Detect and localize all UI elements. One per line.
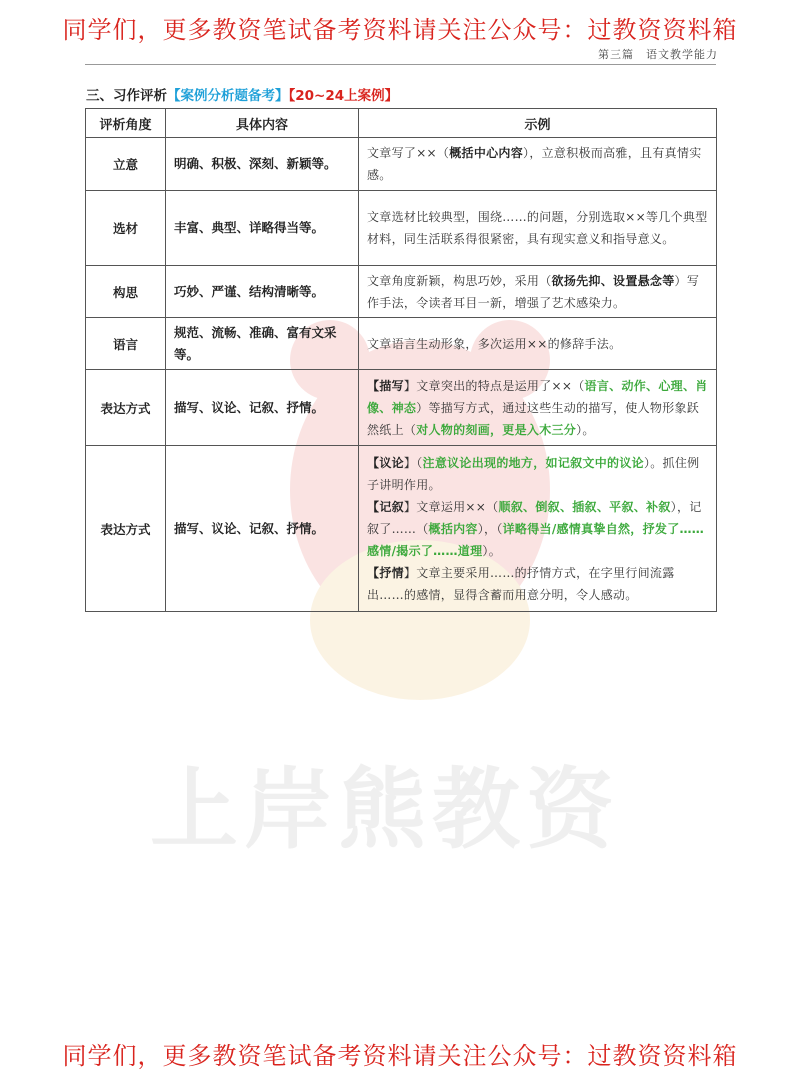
example-text: 】文章主要采用……的抒情方式，在字里行间流露出……的感情，显得含蓄而用意分明，令人感动。 <box>367 565 675 602</box>
content-cell: 巧妙、严谨、结构清晰等。 <box>166 266 359 318</box>
example-cell <box>359 446 717 612</box>
example-text: 文章写了××（ <box>367 146 450 160</box>
angle-cell: 立意 <box>86 138 166 191</box>
table-header-row <box>86 109 717 138</box>
angle-cell: 构思 <box>86 266 166 318</box>
bracket: 【 <box>367 565 380 580</box>
example-text: 】（ <box>403 455 423 470</box>
brand-watermark-text: 上岸熊教资 <box>150 758 621 861</box>
example-text: ），记叙了……（ <box>367 499 702 536</box>
table-row <box>86 266 717 318</box>
example-text: ）写作手法，令读者耳目一新，增强了艺术感染力。 <box>367 273 700 310</box>
running-head: 第三篇 语文教学能力 <box>598 48 718 61</box>
example-text: ）等描写方式，通过这些生动的描写，使人物形象跃然纸上（ <box>367 400 700 437</box>
angle-cell: 选材 <box>86 191 166 266</box>
example-highlight: 顺叙、倒叙、插叙、平叙、补叙 <box>498 499 671 514</box>
example-emphasis: 欲扬先抑、设置悬念等 <box>551 273 675 288</box>
section-title <box>86 84 398 104</box>
bottom-promo-banner: 同学们，更多教资笔试备考资料请关注公众号：过教资资料箱 <box>62 1042 738 1070</box>
example-label: 议论 <box>379 455 404 470</box>
example-paragraph-shuqing <box>367 562 708 606</box>
angle-cell: 表达方式 <box>86 446 166 612</box>
content-cell: 丰富、典型、详略得当等。 <box>166 191 359 266</box>
section-tag-case-analysis: 【案例分析题备考】 <box>167 88 289 104</box>
example-highlight: 注意议论出现的地方，如记叙文中的议论 <box>422 455 644 470</box>
table-row <box>86 370 717 446</box>
example-paragraph-yilun <box>367 452 708 496</box>
example-paragraph-jixu <box>367 496 708 562</box>
example-text: 文章语言生动形象，多次运用××的修辞手法。 <box>367 336 622 351</box>
example-label: 描写 <box>379 378 404 393</box>
header-content: 具体内容 <box>166 109 359 138</box>
example-text: 文章选材比较典型，围绕……的问题，分别选取××等几个典型材料，同生活联系得很紧密，具有现实意义和指导意义。 <box>367 210 708 246</box>
table-row <box>86 191 717 266</box>
example-cell <box>359 266 717 318</box>
example-label: 记叙 <box>379 499 404 514</box>
example-text: ）。抓住例子讲明作用。 <box>367 455 700 492</box>
example-emphasis: 概括中心内容 <box>449 146 524 160</box>
header-angle: 评析角度 <box>86 109 166 138</box>
content-cell: 明确、积极、深刻、新颖等。 <box>166 138 359 191</box>
example-text: 文章角度新颖，构思巧妙，采用（ <box>367 273 552 288</box>
header-divider <box>85 64 716 65</box>
top-promo-banner: 同学们，更多教资笔试备考资料请关注公众号：过教资资料箱 <box>62 16 738 44</box>
section-tag-years: 【20~24上案例】 <box>288 88 399 104</box>
table-row <box>86 318 717 370</box>
angle-cell: 表达方式 <box>86 370 166 446</box>
example-text: ），（ <box>477 521 503 536</box>
example-label: 抒情 <box>379 565 404 580</box>
section-title-text: 三、习作评析 <box>86 88 167 104</box>
example-text: ），立意积极而高雅，且有真情实感。 <box>367 146 702 182</box>
example-cell <box>359 318 717 370</box>
bracket: 【 <box>367 378 380 393</box>
example-highlight: 语言、动作、心理、肖像、神态 <box>367 378 708 415</box>
example-text: 】文章突出的特点是运用了××（ <box>403 378 585 393</box>
example-text: 】文章运用××（ <box>403 499 499 514</box>
content-cell: 描写、议论、记叙、抒情。 <box>166 370 359 446</box>
example-text: ）。 <box>482 543 501 558</box>
example-text: ）。 <box>576 422 595 437</box>
content-cell: 描写、议论、记叙、抒情。 <box>166 446 359 612</box>
header-example: 示例 <box>359 109 717 138</box>
table-row <box>86 446 717 612</box>
example-cell <box>359 370 717 446</box>
example-cell <box>359 191 717 266</box>
table-row <box>86 138 717 191</box>
example-highlight: 对人物的刻画，更是入木三分 <box>416 422 577 437</box>
example-cell <box>359 138 717 191</box>
angle-cell: 语言 <box>86 318 166 370</box>
bracket: 【 <box>367 455 380 470</box>
bracket: 【 <box>367 499 380 514</box>
example-highlight: 概括内容 <box>428 521 478 536</box>
example-highlight: 详略得当/感情真挚自然，抒发了……感情/揭示了……道理 <box>367 521 705 558</box>
evaluation-table <box>85 108 717 612</box>
content-cell: 规范、流畅、准确、富有文采等。 <box>166 318 359 370</box>
